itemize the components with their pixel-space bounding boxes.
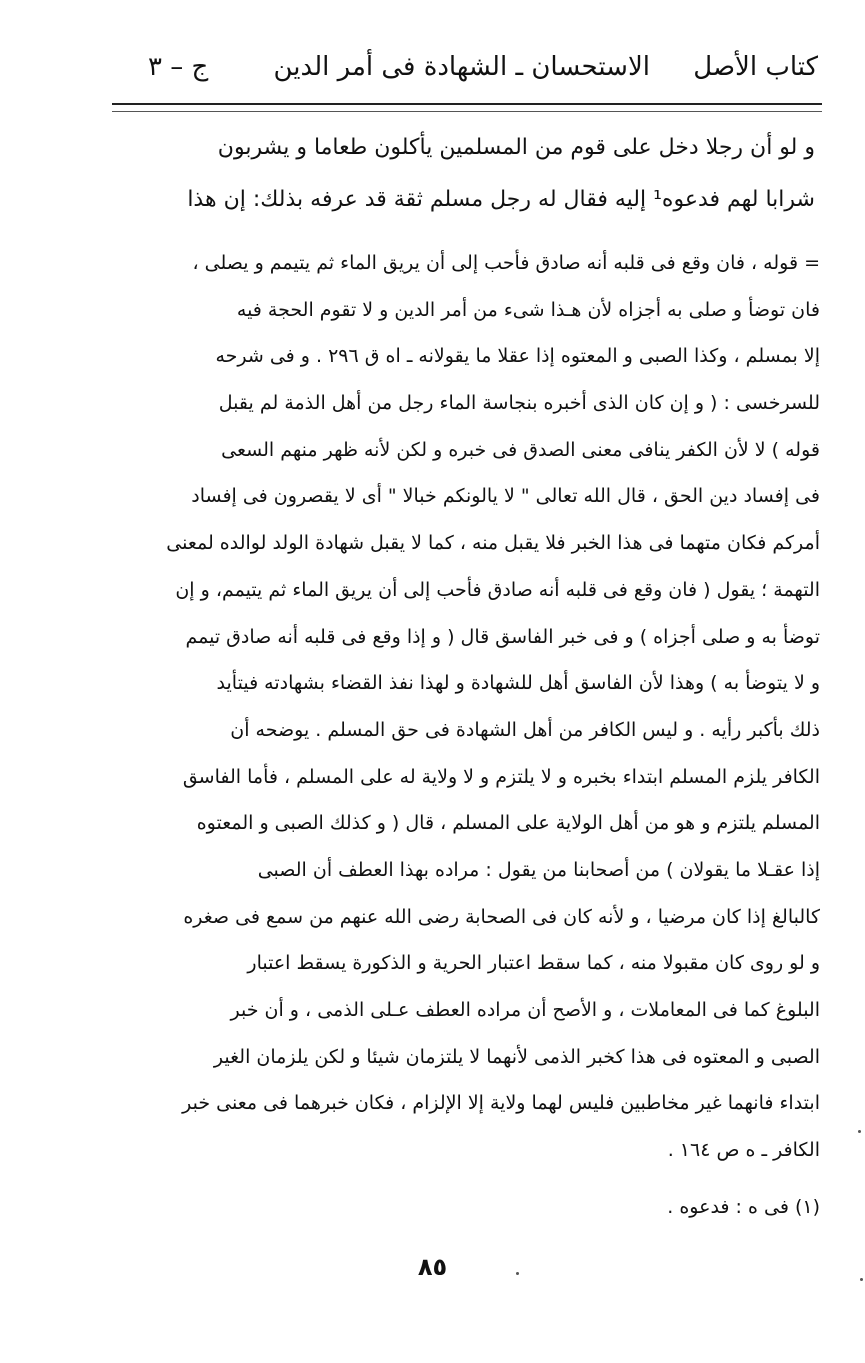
chapter-title: الاستحسان ـ الشهادة فى أمر الدين [273, 52, 650, 82]
commentary-block [118, 240, 820, 1174]
commentary-line: و لو روى كان مقبولا منه ، كما سقط اعتبار الحرية و الذكورة يسقط اعتبار [247, 952, 820, 975]
main-text-line: و لو أن رجلا دخل على قوم من المسلمين يأكلون طعاما و يشربون [217, 135, 815, 160]
commentary-line: = قوله ، فان وقع فى قلبه أنه صادق فأحب إلى أن يريق الماء ثم يتيمم و يصلى ، [192, 252, 820, 274]
commentary-line: الكافر ـ ه ص ١٦٤ . [667, 1139, 820, 1162]
commentary-line: للسرخسى : ( و إن كان الذى أخبره بنجاسة الماء رجل من أهل الذمة لم يقبل [218, 392, 820, 415]
commentary-line: إذا عقـلا ما يقولان ) من أصحابنا من يقول : مراده بهذا العطف أن الصبى [257, 858, 820, 881]
commentary-line: فى إفساد دين الحق ، قال الله تعالى " لا يالونكم خبالا " أى لا يقصرون فى إفساد [191, 485, 820, 508]
page-number: ٨٥ [417, 1253, 448, 1281]
scan-speck [858, 1130, 861, 1133]
footnote: (١) فى ه : فدعوه . [667, 1196, 820, 1218]
header-rule [112, 103, 822, 105]
commentary-line: التهمة ؛ يقول ( فان وقع فى قلبه أنه صادق فأحب إلى أن يريق الماء ثم يتيمم، و إن [175, 578, 820, 601]
main-text-line: شرابا لهم فدعوه¹ إليه فقال له رجل مسلم ثقة قد عرفه بذلك: إن هذا [187, 187, 815, 212]
commentary-line: المسلم يلتزم و هو من أهل الولاية على المسلم ، قال ( و كذلك الصبى و المعتوه [196, 812, 820, 835]
book-title: كتاب الأصل [693, 52, 818, 82]
commentary-line: الكافر يلزم المسلم ابتداء بخبره و لا يلتزم و لا ولاية له على المسلم ، فأما الفاسق [182, 765, 820, 788]
header-rule-thin [112, 111, 822, 112]
commentary-line: و لا يتوضأ به ) وهذا لأن الفاسق أهل للشهادة و لهذا نفذ القضاء بشهادته فيتأيد [216, 672, 820, 695]
commentary-line: الصبى و المعتوه فى هذا كخبر الذمى لأنهما لا يلتزمان شيئا و لكن يلزمان الغير [213, 1045, 820, 1068]
volume-number: ج – ٣ [148, 52, 209, 82]
commentary-line: ذلك بأكبر رأيه . و ليس الكافر من أهل الشهادة فى حق المسلم . يوضحه أن [230, 718, 820, 741]
scan-speck [860, 1278, 863, 1281]
commentary-line: البلوغ كما فى المعاملات ، و الأصح أن مراده العطف عـلى الذمى ، و أن خبر [230, 999, 820, 1021]
commentary-line: توضأ به و صلى أجزاه ) و فى خبر الفاسق قال ( و إذا وقع فى قلبه أنه صادق تيمم [185, 625, 820, 648]
main-text-block [145, 122, 815, 226]
commentary-line: أمركم فكان متهما فى هذا الخبر فلا يقبل منه ، كما لا يقبل شهادة الولد لوالده لمعنى [166, 532, 820, 555]
scan-speck [516, 1272, 519, 1275]
commentary-line: إلا بمسلم ، وكذا الصبى و المعتوه إذا عقلا ما يقولانه ـ اه ق ٢٩٦ . و فى شرحه [215, 345, 820, 368]
commentary-line: ابتداء فانهما غير مخاطبين فليس لهما ولاية إلا الإلزام ، فكان خبرهما فى معنى خبر [182, 1092, 820, 1115]
commentary-line: قوله ) لا لأن الكفر ينافى معنى الصدق فى خبره و لكن لأنه ظهر منهم السعى [221, 438, 820, 461]
commentary-line: فان توضأ و صلى به أجزاه لأن هـذا شىء من أمر الدين و لا تقوم الحجة فيه [236, 298, 820, 321]
commentary-line: كالبالغ إذا كان مرضيا ، و لأنه كان فى الصحابة رضى الله عنهم من سمع فى صغره [183, 905, 820, 928]
running-header [118, 52, 818, 98]
